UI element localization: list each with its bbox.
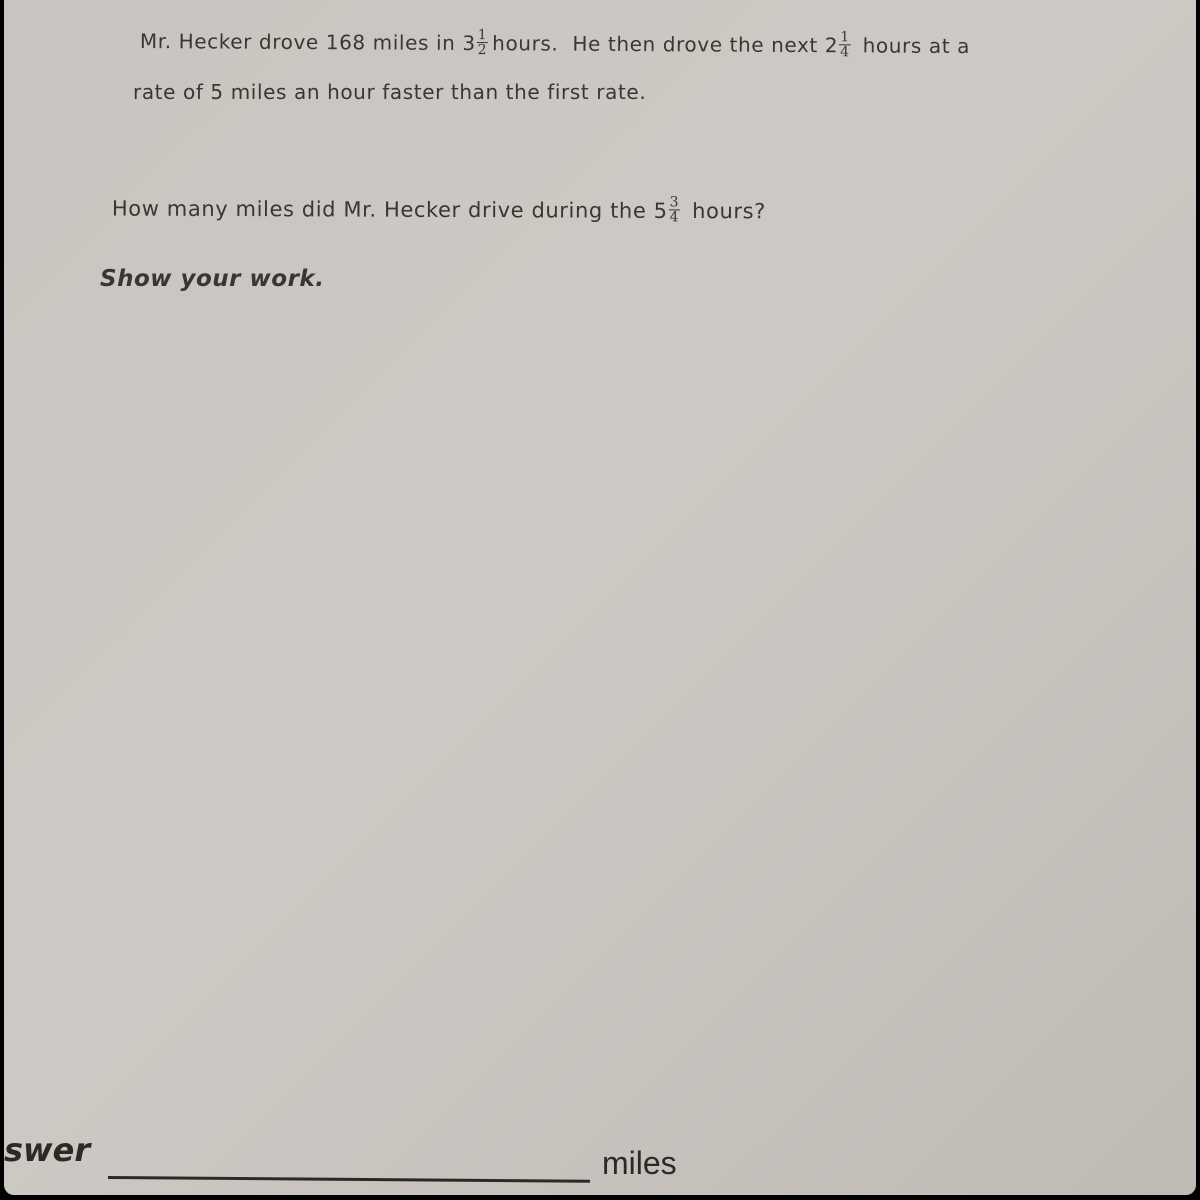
problem-text-segment: hours at a (862, 33, 971, 59)
fraction-denominator: 4 (669, 209, 680, 226)
question-text-segment: hours? (692, 199, 766, 224)
show-work-instruction: Show your work. (100, 266, 325, 292)
problem-line-2: rate of 5 miles an hour faster than the first rate. (133, 80, 647, 104)
fraction-numerator: 1 (477, 27, 488, 44)
fraction-denominator: 2 (477, 42, 488, 59)
fraction-one-half (477, 28, 489, 57)
problem-text-segment: He then drove the next 2 (572, 31, 839, 58)
fraction-denominator: 4 (840, 44, 850, 61)
fraction-numerator: 3 (669, 194, 680, 211)
fraction-numerator: 1 (840, 29, 850, 46)
worksheet-page (4, 0, 1196, 1195)
fraction-three-quarters (669, 195, 681, 224)
problem-text-segment: Mr. Hecker drove 168 miles in 3 (139, 28, 476, 56)
answer-label: swer (4, 1131, 91, 1169)
answer-blank[interactable] (108, 1176, 590, 1183)
answer-units: miles (602, 1145, 677, 1181)
question-text-segment: How many miles did Mr. Hecker drive during the 5 (111, 196, 668, 223)
question-line (112, 195, 766, 227)
problem-line-1 (140, 28, 970, 62)
fraction-one-quarter (839, 30, 851, 59)
problem-text-segment: hours. (492, 31, 559, 56)
